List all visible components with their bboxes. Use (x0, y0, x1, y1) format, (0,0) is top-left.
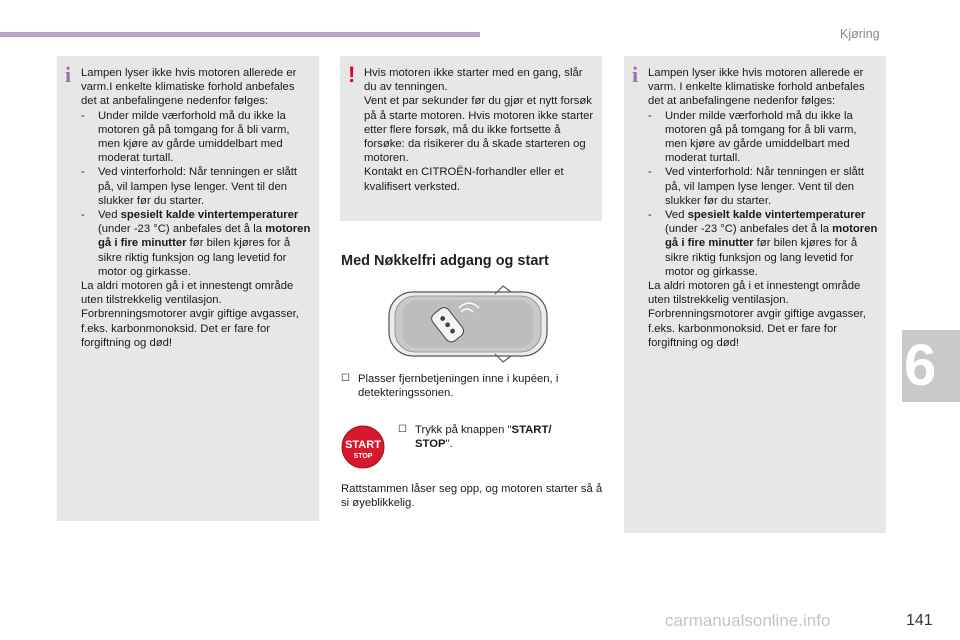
note-list (81, 109, 313, 279)
start-stop-button-icon (341, 425, 385, 469)
note-intro: Lampen lyser ikke hvis motoren allerede er varm.I enkelte klimatiske forhold anbefales det at anbefalingene nedenfor følges: (81, 67, 297, 108)
warning-note-text (364, 66, 596, 194)
result-paragraph: Rattstammen låser seg opp, og motoren starter så å si øyeblikkelig. (341, 483, 603, 510)
note-list (648, 109, 880, 279)
page-number: 141 (906, 612, 933, 629)
list-item: - Ved vinterforhold: Når tenningen er slått på, vil lampen lyse lenger. Vent til den slukker før du starter. (648, 166, 865, 207)
info-note-right-text (648, 66, 880, 350)
list-item: - Ved spesielt kalde vintertemperaturer (under -23 °C) anbefales det å la motoren gå i fire minutter før bilen kjøres for å sikre riktig funksjon og lang levetid for motor og girkasse. (81, 209, 311, 278)
list-item: - Ved spesielt kalde vintertemperaturer (under -23 °C) anbefales det å la motoren gå i fire minutter før bilen kjøres for å sikre riktig funksjon og lang levetid for motor og girkasse. (648, 209, 878, 278)
watermark: carmanualsonline.info (665, 611, 831, 630)
info-icon: i (632, 62, 639, 87)
info-note-left-text (81, 66, 313, 350)
info-note-left (57, 56, 319, 521)
checkbox-icon: ☐ (341, 373, 350, 384)
step-place-remote (341, 372, 591, 400)
step-text: Plasser fjernbetjeningen inne i kupéen, i detekteringssonen. (358, 373, 559, 400)
list-item: - Ved vinterforhold: Når tenningen er slått på, vil lampen lyse lenger. Vent til den slukker før du starter. (81, 166, 298, 207)
note-outro: Forbrenningsmotorer avgir giftige avgasser, f.eks. karbonmonoksid. Det er fare for forgiftning og død! (648, 308, 866, 349)
step-press-button (398, 423, 588, 451)
car-topview-illustration (385, 284, 555, 364)
warning-note (340, 56, 602, 221)
note-intro: Lampen lyser ikke hvis motoren allerede er varm. I enkelte klimatiske forhold anbefales det at anbefalingene nedenfor følges: (648, 67, 865, 108)
note-outro: La aldri motoren gå i et innestengt område uten tilstrekkelig ventilasjon. (81, 280, 294, 307)
warning-line: Hvis motoren ikke starter med en gang, slår du av tenningen. (364, 67, 583, 94)
list-item: - Under milde værforhold må du ikke la motoren gå på tomgang for å bli varm, men kjøre av gårde umiddelbart med moderat turtall. (81, 109, 290, 165)
warning-line: Vent et par sekunder før du gjør et nytt forsøk på å starte motoren. Hvis motoren ikke starter etter flere forsøk, må du ikke fortsette å forsøke: da risikerer du å skade starteren og motoren. (364, 95, 594, 165)
warning-line: Kontakt en CITROËN-forhandler eller et kvalifisert verksted. (364, 166, 564, 193)
checkbox-icon: ☐ (398, 424, 407, 435)
start-label: START (345, 439, 381, 451)
note-outro: La aldri motoren gå i et innestengt område uten tilstrekkelig ventilasjon. (648, 280, 861, 307)
list-item: - Under milde værforhold må du ikke la motoren gå på tomgang for å bli varm, men kjøre av gårde umiddelbart med moderat turtall. (648, 109, 857, 165)
chapter-number: 6 (904, 333, 937, 398)
section-title: Kjøring (840, 27, 880, 41)
info-note-right (624, 56, 886, 533)
note-outro: Forbrenningsmotorer avgir giftige avgasser, f.eks. karbonmonoksid. Det er fare for forgiftning og død! (81, 308, 299, 349)
section-heading: Med Nøkkelfri adgang og start (341, 253, 549, 269)
info-icon: i (65, 62, 72, 87)
step-text: Trykk på knappen "START/ STOP". (415, 424, 552, 451)
stop-label: STOP (353, 453, 373, 460)
warning-icon: ! (348, 62, 356, 87)
header-bar (0, 32, 480, 37)
